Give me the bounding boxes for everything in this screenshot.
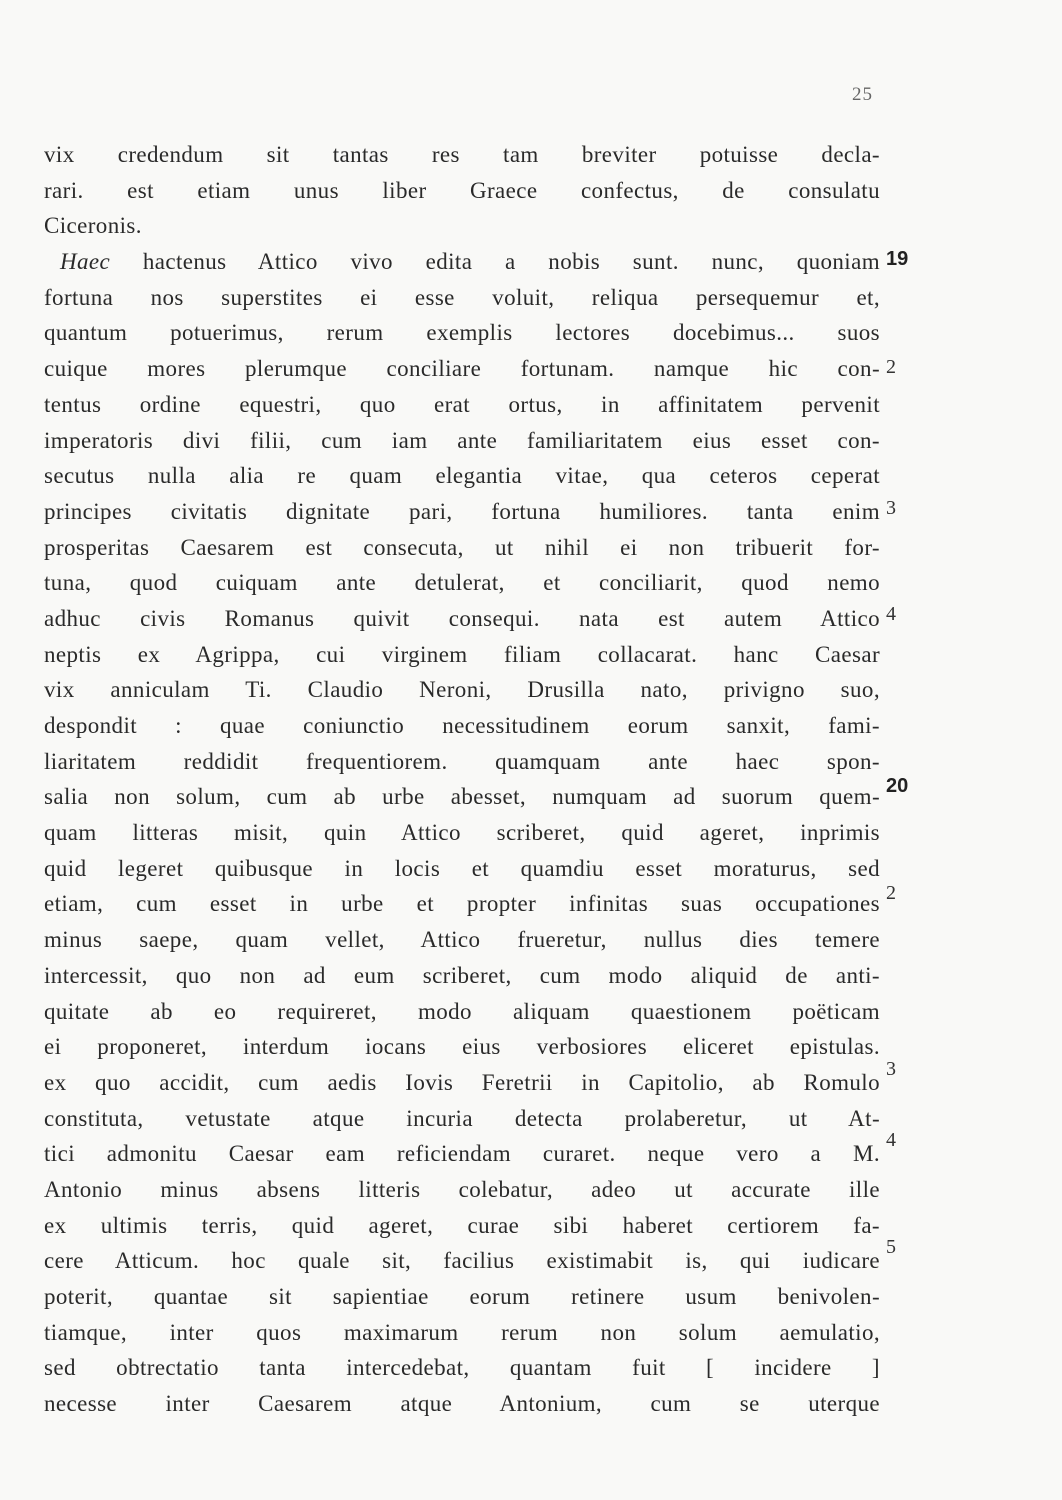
text-line: imperatoris divi filii, cum iam ante familiaritatem eius esset con- <box>44 427 880 453</box>
text-line: tici admonitu Caesar eam reficiendam curaret. neque vero a M. <box>44 1141 880 1167</box>
text-line: vix anniculam Ti. Claudio Neroni, Drusilla nato, privigno suo, <box>44 677 880 703</box>
text-line: despondit : quae coniunctio necessitudinem eorum sanxit, fami- <box>44 713 880 738</box>
text-line: cere Atticum. hoc quale sit, facilius existimabit is, qui iudicare <box>44 1248 880 1274</box>
text-line: tuna, quod cuiquam ante detulerat, et conciliarit, quod nemo <box>44 570 880 596</box>
text-line: minus saepe, quam vellet, Attico frueretur, nullus dies temere <box>44 927 880 953</box>
text-line: ei proponeret, interdum iocans eius verbosiores eliceret epistulas. <box>44 1034 880 1060</box>
text-line: salia non solum, cum ab urbe abesset, numquam ad suorum quem- <box>44 784 880 810</box>
text-line: Antonio minus absens litteris colebatur, adeo ut accurate ille <box>44 1176 880 1202</box>
text-line: Ciceronis. <box>44 213 142 239</box>
section-number: 2 <box>886 356 896 378</box>
text-line: principes civitatis dignitate pari, fortuna humiliores. tanta enim <box>44 498 880 524</box>
text-line: quitate ab eo requireret, modo aliquam quaestionem poëticam <box>44 998 880 1024</box>
page-number: 25 <box>852 84 873 105</box>
text-line: etiam, cum esset in urbe et propter infinitas suas occupationes <box>44 891 880 917</box>
text-line: rari. est etiam unus liber Graece confectus, de consulatu <box>44 177 880 203</box>
text-line: constituta, vetustate atque incuria detecta prolaberetur, ut At- <box>44 1105 880 1131</box>
text-line: sed obtrectatio tanta intercedebat, quantam fuit [ incidere ] <box>44 1355 880 1381</box>
chapter-number-19: 19 <box>886 248 909 270</box>
text-line: vix credendum sit tantas res tam breviter potuisse decla- <box>44 142 880 167</box>
text-line: tiamque, inter quos maximarum rerum non solum aemulatio, <box>44 1319 880 1345</box>
body-text <box>44 137 880 1422</box>
section-number: 4 <box>886 603 896 625</box>
text-line: quantum potuerimus, rerum exemplis lectores docebimus... suos <box>44 320 880 346</box>
text-line: secutus nulla alia re quam elegantia vitae, qua ceteros ceperat <box>44 463 880 489</box>
text-line: fortuna nos superstites ei esse voluit, reliqua persequemur et, <box>44 284 880 310</box>
italic-lead-word: Haec <box>60 249 111 275</box>
text-line: adhuc civis Romanus quivit consequi. nata est autem Attico <box>44 605 880 631</box>
text-line-paragraph-start <box>44 244 880 280</box>
section-number: 3 <box>886 497 896 519</box>
text-line: ex ultimis terris, quid ageret, curae sibi haberet certiorem fa- <box>44 1212 880 1238</box>
text-line: prosperitas Caesarem est consecuta, ut nihil ei non tribuerit for- <box>44 534 880 560</box>
chapter-number-20: 20 <box>886 775 909 797</box>
text-line: liaritatem reddidit frequentiorem. quamquam ante haec spon- <box>44 748 880 774</box>
section-number: 5 <box>886 1236 896 1258</box>
text-line: quam litteras misit, quin Attico scriberet, quid ageret, inprimis <box>44 820 880 846</box>
text-line: poterit, quantae sit sapientiae eorum retinere usum benivolen- <box>44 1284 880 1309</box>
text-line: ex quo accidit, cum aedis Iovis Feretrii in Capitolio, ab Romulo <box>44 1069 880 1095</box>
section-number: 4 <box>886 1129 896 1151</box>
text-line: intercessit, quo non ad eum scriberet, cum modo aliquid de anti- <box>44 962 880 988</box>
text-line: necesse inter Caesarem atque Antonium, cum se uterque <box>44 1391 880 1417</box>
text-line: neptis ex Agrippa, cui virginem filiam collacarat. hanc Caesar <box>44 641 880 667</box>
text-line: quid legeret quibusque in locis et quamdiu esset moraturus, sed <box>44 855 880 881</box>
text-line-rest: hactenus Attico vivo edita a nobis sunt. nunc, quoniam <box>142 249 880 275</box>
section-number: 3 <box>886 1058 896 1080</box>
section-number: 2 <box>886 882 896 904</box>
text-line: cuique mores plerumque conciliare fortunam. namque hic con- <box>44 356 880 382</box>
text-line: tentus ordine equestri, quo erat ortus, in affinitatem pervenit <box>44 391 880 417</box>
